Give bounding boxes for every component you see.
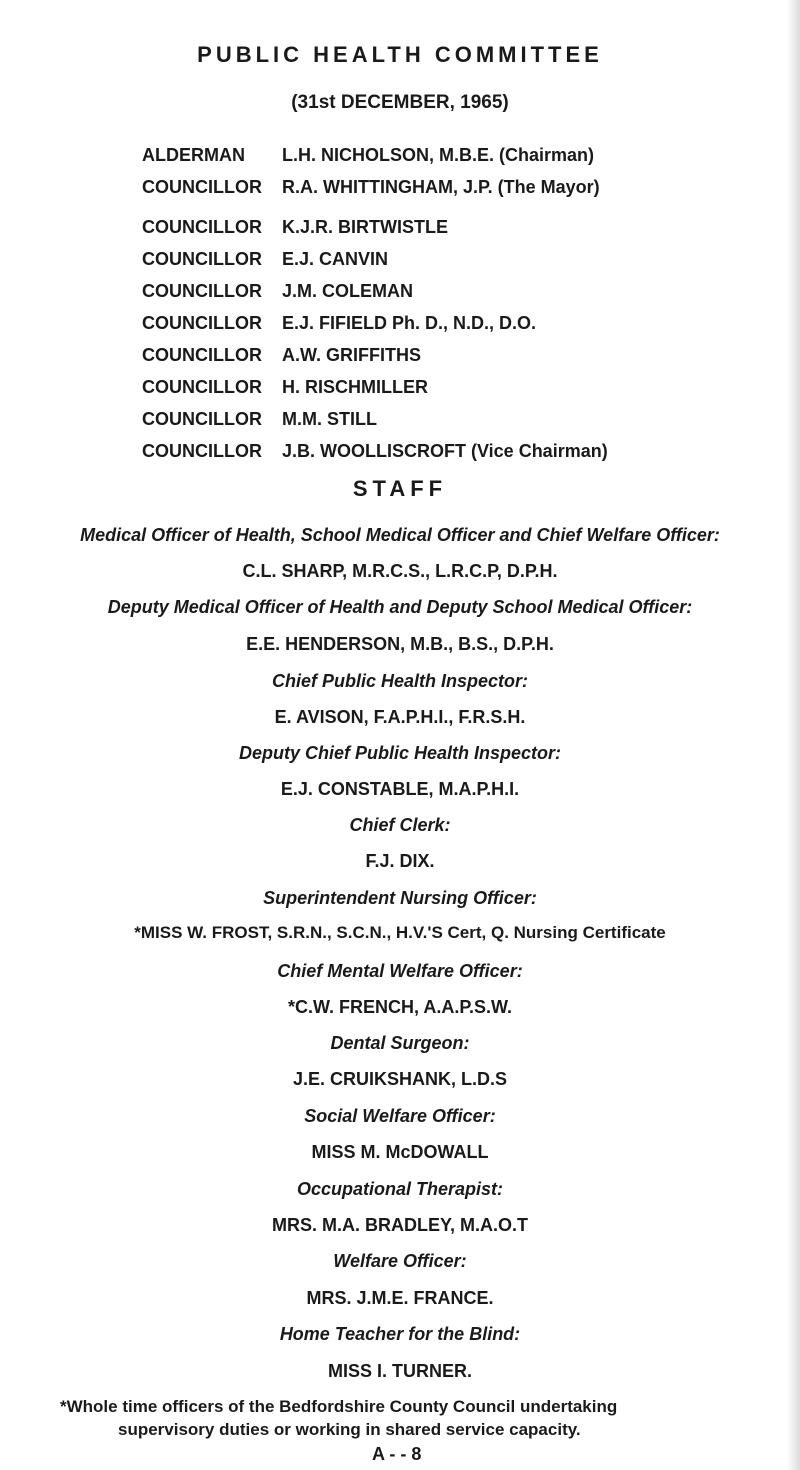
- staff-role: Deputy Medical Officer of Health and Deputy School Medical Officer:: [107, 597, 693, 617]
- staff-name: MISS M. McDOWALL: [311, 1142, 489, 1162]
- member-rank: COUNCILLOR: [142, 313, 262, 333]
- staff-role: Welfare Officer:: [333, 1251, 467, 1271]
- staff-name: E. AVISON, F.A.P.H.I., F.R.S.H.: [274, 707, 526, 727]
- page-title: PUBLIC HEALTH COMMITTEE: [197, 42, 603, 67]
- member-name: J.M. COLEMAN: [282, 281, 414, 301]
- staff-role: Superintendent Nursing Officer:: [263, 888, 537, 908]
- committee-member: [142, 376, 428, 398]
- member-name: H. RISCHMILLER: [282, 377, 428, 397]
- member-rank: COUNCILLOR: [142, 217, 262, 237]
- staff-role: Occupational Therapist:: [296, 1179, 504, 1199]
- staff-role: Medical Officer of Health, School Medical Officer and Chief Welfare Officer:: [80, 525, 720, 545]
- member-name: J.B. WOOLLISCROFT (Vice Chairman): [282, 441, 608, 461]
- member-name: E.J. CANVIN: [282, 249, 389, 269]
- staff-role: Home Teacher for the Blind:: [279, 1324, 521, 1344]
- page-date: (31st DECEMBER, 1965): [291, 92, 509, 113]
- member-rank: COUNCILLOR: [142, 249, 262, 269]
- page-edge-shadow: [786, 0, 800, 1470]
- staff-role: Chief Public Health Inspector:: [271, 671, 529, 691]
- committee-member: [142, 176, 600, 198]
- committee-member: [142, 408, 377, 430]
- member-rank: COUNCILLOR: [142, 281, 262, 301]
- committee-member: [142, 344, 421, 366]
- committee-member: [142, 312, 536, 334]
- member-rank: COUNCILLOR: [142, 441, 262, 461]
- staff-name: *MISS W. FROST, S.R.N., S.C.N., H.V.'S Cert, Q. Nursing Certificate: [134, 923, 666, 942]
- footnote-line-2: supervisory duties or working in shared service capacity.: [118, 1420, 581, 1439]
- committee-member: [142, 440, 608, 462]
- staff-heading: STAFF: [352, 476, 448, 501]
- staff-name: F.J. DIX.: [365, 851, 435, 871]
- member-rank: COUNCILLOR: [142, 345, 262, 365]
- member-name: A.W. GRIFFITHS: [282, 345, 421, 365]
- staff-name: J.E. CRUIKSHANK, L.D.S: [292, 1069, 508, 1089]
- footnote-line-1: *Whole time officers of the Bedfordshire County Council undertaking: [60, 1397, 618, 1416]
- staff-name: E.J. CONSTABLE, M.A.P.H.I.: [280, 779, 520, 799]
- committee-member: [142, 280, 413, 302]
- committee-member: [142, 248, 388, 270]
- staff-role: Deputy Chief Public Health Inspector:: [238, 743, 562, 763]
- member-name: M.M. STILL: [282, 409, 377, 429]
- member-rank: COUNCILLOR: [142, 177, 262, 197]
- member-rank: COUNCILLOR: [142, 409, 262, 429]
- member-name: K.J.R. BIRTWISTLE: [282, 217, 448, 237]
- page-number: A - - 8: [372, 1444, 422, 1464]
- staff-role: Dental Surgeon:: [330, 1033, 470, 1053]
- staff-name: E.E. HENDERSON, M.B., B.S., D.P.H.: [246, 634, 554, 654]
- staff-role: Social Welfare Officer:: [304, 1106, 496, 1126]
- member-rank: COUNCILLOR: [142, 377, 262, 397]
- committee-member: [142, 216, 448, 238]
- staff-name: MRS. M.A. BRADLEY, M.A.O.T: [272, 1215, 528, 1235]
- staff-role: Chief Mental Welfare Officer:: [277, 961, 523, 981]
- staff-name: MISS I. TURNER.: [327, 1361, 472, 1381]
- member-rank: ALDERMAN: [142, 145, 245, 165]
- member-name: E.J. FIFIELD Ph. D., N.D., D.O.: [282, 313, 537, 333]
- staff-role: Chief Clerk:: [349, 815, 451, 835]
- member-name: R.A. WHITTINGHAM, J.P. (The Mayor): [282, 177, 600, 197]
- staff-name: MRS. J.M.E. FRANCE.: [306, 1288, 494, 1308]
- staff-name: *C.W. FRENCH, A.A.P.S.W.: [287, 997, 513, 1017]
- staff-name: C.L. SHARP, M.R.C.S., L.R.C.P, D.P.H.: [242, 561, 558, 581]
- committee-member: [142, 144, 594, 166]
- member-name: L.H. NICHOLSON, M.B.E. (Chairman): [282, 145, 595, 165]
